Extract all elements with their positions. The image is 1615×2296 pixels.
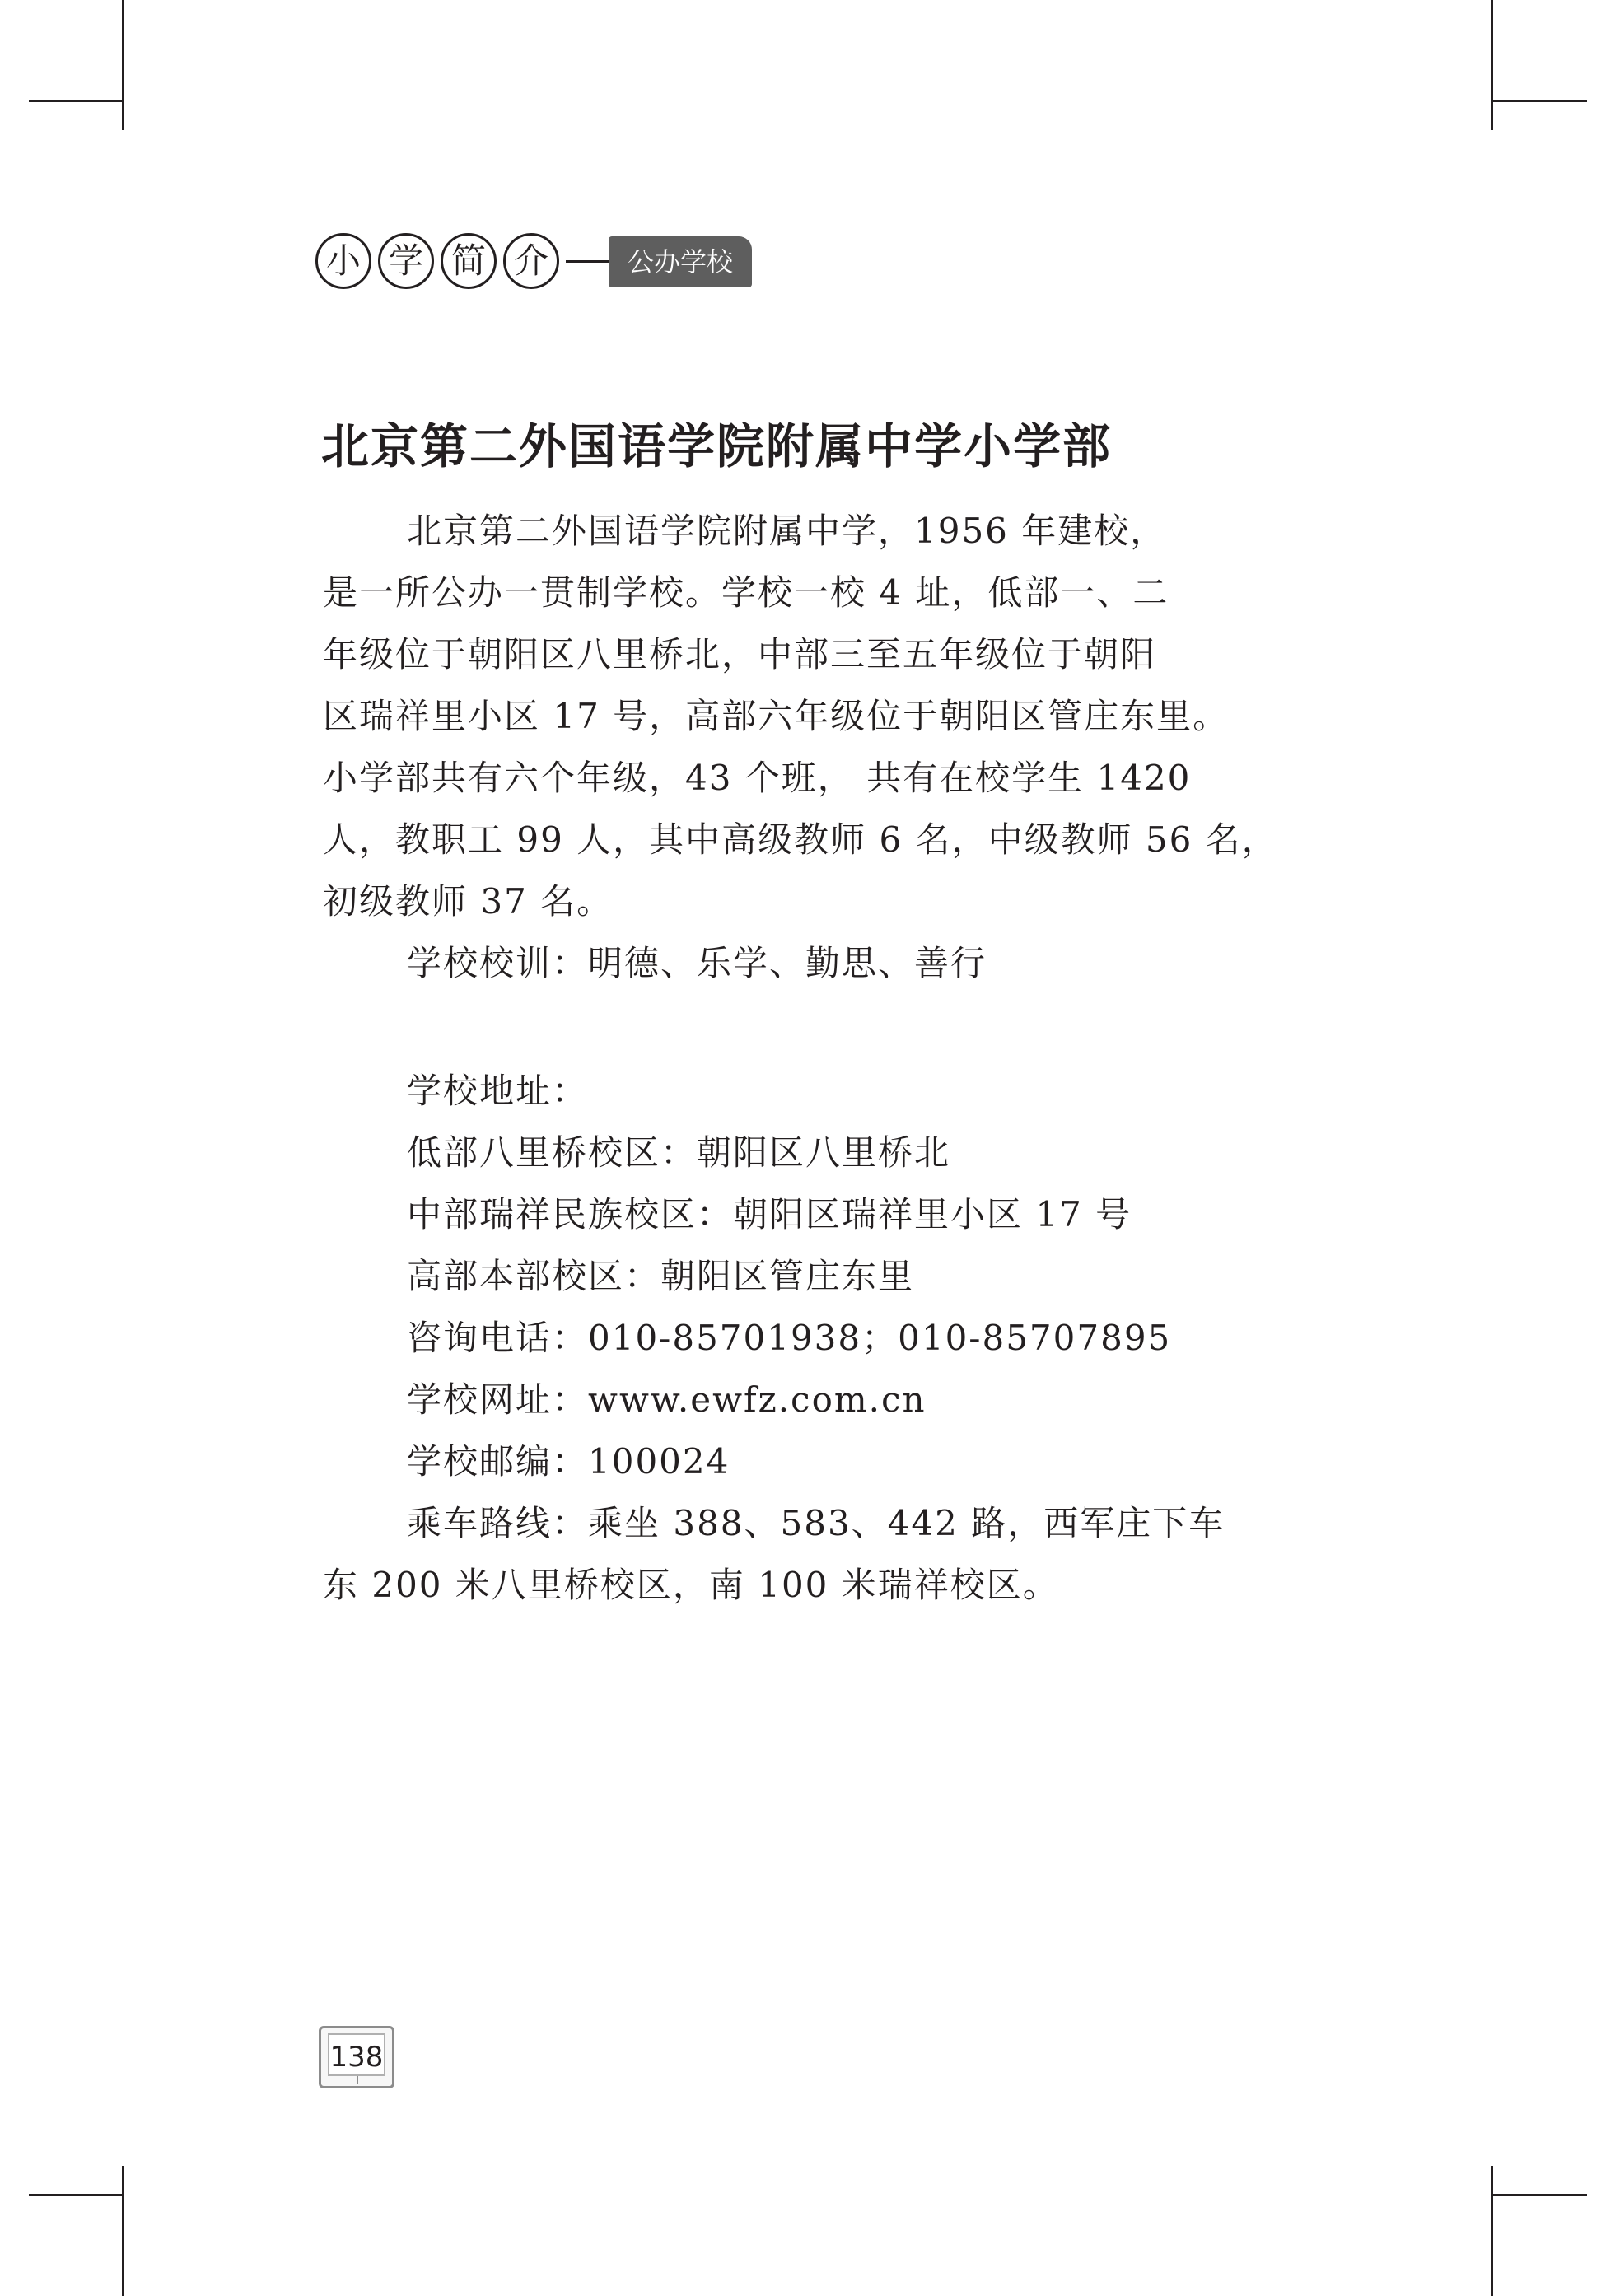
intro-line: 区瑞祥里小区 17 号，高部六年级位于朝阳区管庄东里。 — [323, 696, 1230, 736]
crop-mark — [29, 2194, 123, 2196]
intro-line: 北京第二外国语学院附属中学，1956 年建校， — [407, 511, 1167, 551]
section-char-circle: 小 — [315, 233, 371, 289]
crop-mark — [1491, 0, 1493, 130]
page-number-badge — [319, 2026, 394, 2088]
school-motto: 学校校训：明德、乐学、勤思、善行 — [407, 943, 987, 983]
info-line: 学校地址： — [407, 1071, 589, 1111]
info-line: 学校邮编：100024 — [407, 1441, 730, 1482]
intro-line: 年级位于朝阳区八里桥北，中部三至五年级位于朝阳 — [323, 634, 1157, 674]
info-line: 高部本部校区：朝阳区管庄东里 — [407, 1256, 915, 1296]
book-spine-icon — [357, 2076, 358, 2084]
intro-line: 是一所公办一贯制学校。学校一校 4 址，低部一、二 — [323, 572, 1169, 613]
school-info — [323, 1060, 1245, 1616]
info-line: 东 200 米八里桥校区，南 100 米瑞祥校区。 — [323, 1565, 1059, 1605]
section-char-circle: 介 — [503, 233, 559, 289]
intro-line: 初级教师 37 名。 — [323, 881, 614, 922]
crop-mark — [29, 100, 123, 102]
intro-line: 小学部共有六个年级，43 个班， 共有在校学生 1420 — [323, 758, 1192, 798]
intro-paragraph — [323, 500, 1278, 994]
category-tag: 公办学校 — [609, 236, 752, 287]
info-line: 学校网址：www.ewfz.com.cn — [407, 1379, 927, 1420]
page-number: 138 — [328, 2033, 385, 2076]
info-line: 低部八里桥校区：朝阳区八里桥北 — [407, 1132, 951, 1173]
crop-mark — [1491, 2194, 1587, 2196]
info-line: 中部瑞祥民族校区：朝阳区瑞祥里小区 17 号 — [407, 1194, 1132, 1234]
info-line: 咨询电话：010-85701938；010-85707895 — [407, 1318, 1172, 1358]
info-line: 乘车路线：乘坐 388、583、442 路，西军庄下车 — [407, 1503, 1225, 1543]
header-connector-line — [566, 260, 615, 263]
section-header — [315, 233, 777, 297]
crop-mark — [1491, 100, 1587, 102]
crop-mark — [1491, 2166, 1493, 2296]
crop-mark — [122, 2166, 124, 2296]
intro-line: 人，教职工 99 人，其中高级教师 6 名，中级教师 56 名， — [323, 819, 1278, 860]
crop-mark — [122, 0, 124, 130]
section-char-circle: 简 — [441, 233, 497, 289]
school-title: 北京第二外国语学院附属中学小学部 — [321, 418, 1113, 474]
section-char-circle: 学 — [378, 233, 434, 289]
